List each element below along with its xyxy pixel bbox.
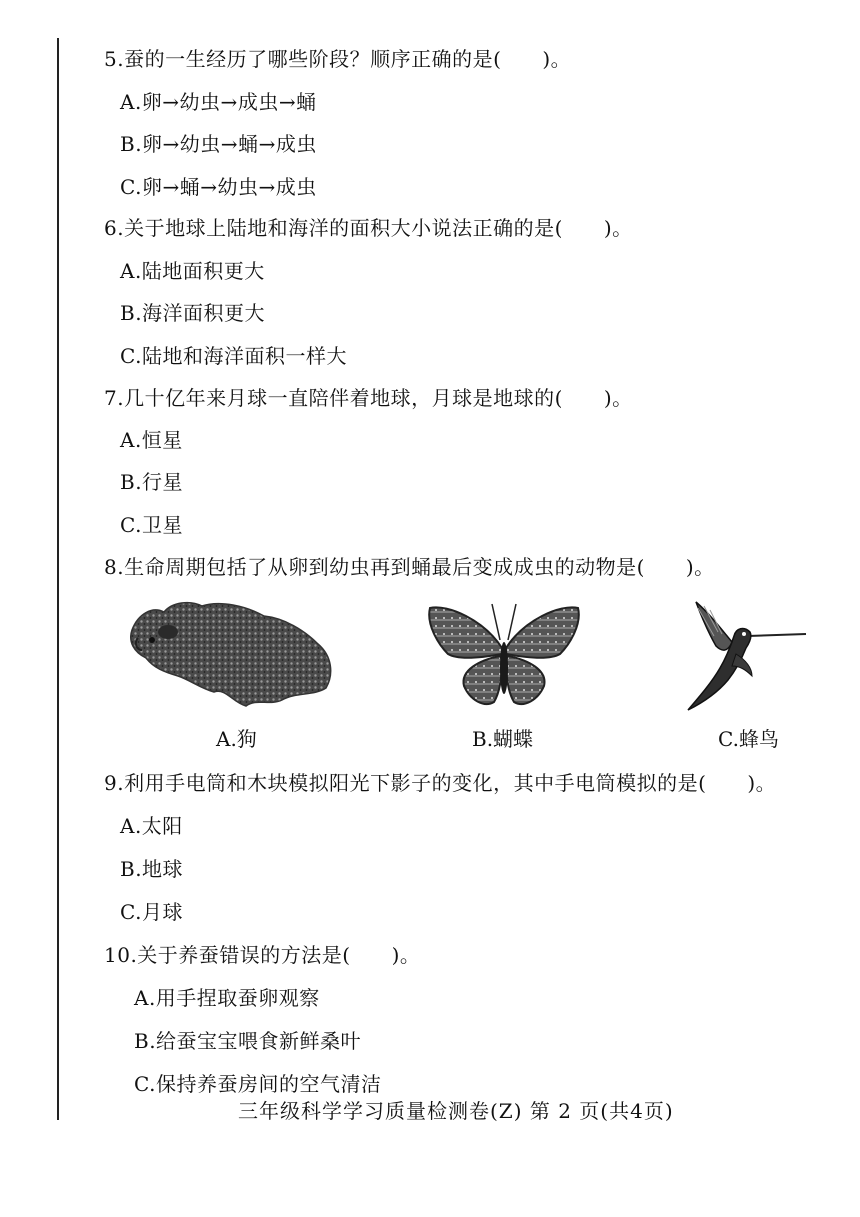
question-7-option-c: C.卫星 (120, 513, 183, 537)
question-9-stem: 9.利用手电筒和木块模拟阳光下影子的变化，其中手电筒模拟的是( )。 (104, 771, 777, 795)
hummingbird-image (686, 596, 808, 714)
question-6-option-c: C.陆地和海洋面积一样大 (120, 344, 347, 368)
question-5-option-b: B.卵→幼虫→蛹→成虫 (120, 132, 317, 156)
question-5-option-c: C.卵→蛹→幼虫→成虫 (120, 175, 317, 199)
question-10-option-c: C.保持养蚕房间的空气清洁 (134, 1072, 382, 1096)
question-8-stem: 8.生命周期包括了从卵到幼虫再到蛹最后变成成虫的动物是( )。 (104, 555, 715, 579)
question-5-stem: 5.蚕的一生经历了哪些阶段？顺序正确的是( )。 (104, 47, 572, 71)
question-9-option-c: C.月球 (120, 900, 183, 924)
question-6-option-a: A.陆地面积更大 (120, 259, 265, 283)
question-8-caption-c: C.蜂鸟 (718, 727, 779, 751)
question-8-caption-a: A.狗 (216, 727, 257, 751)
question-10-option-a: A.用手捏取蚕卵观察 (134, 986, 320, 1010)
question-6-stem: 6.关于地球上陆地和海洋的面积大小说法正确的是( )。 (104, 216, 633, 240)
question-10-option-b: B.给蚕宝宝喂食新鲜桑叶 (134, 1029, 362, 1053)
butterfly-image (424, 600, 584, 712)
question-7-option-a: A.恒星 (120, 428, 183, 452)
question-5-option-a: A.卵→幼虫→成虫→蛹 (120, 90, 317, 114)
dog-image (128, 596, 336, 708)
question-9-option-a: A.太阳 (120, 814, 183, 838)
binding-margin-line (57, 38, 59, 1120)
question-8-caption-b: B.蝴蝶 (472, 727, 534, 751)
page-footer: 三年级科学学习质量检测卷(Z) 第 2 页(共4页) (238, 1099, 674, 1123)
question-10-stem: 10.关于养蚕错误的方法是( )。 (104, 943, 421, 967)
question-9-option-b: B.地球 (120, 857, 184, 881)
question-7-stem: 7.几十亿年来月球一直陪伴着地球，月球是地球的( )。 (104, 386, 633, 410)
question-7-option-b: B.行星 (120, 470, 184, 494)
question-6-option-b: B.海洋面积更大 (120, 301, 266, 325)
